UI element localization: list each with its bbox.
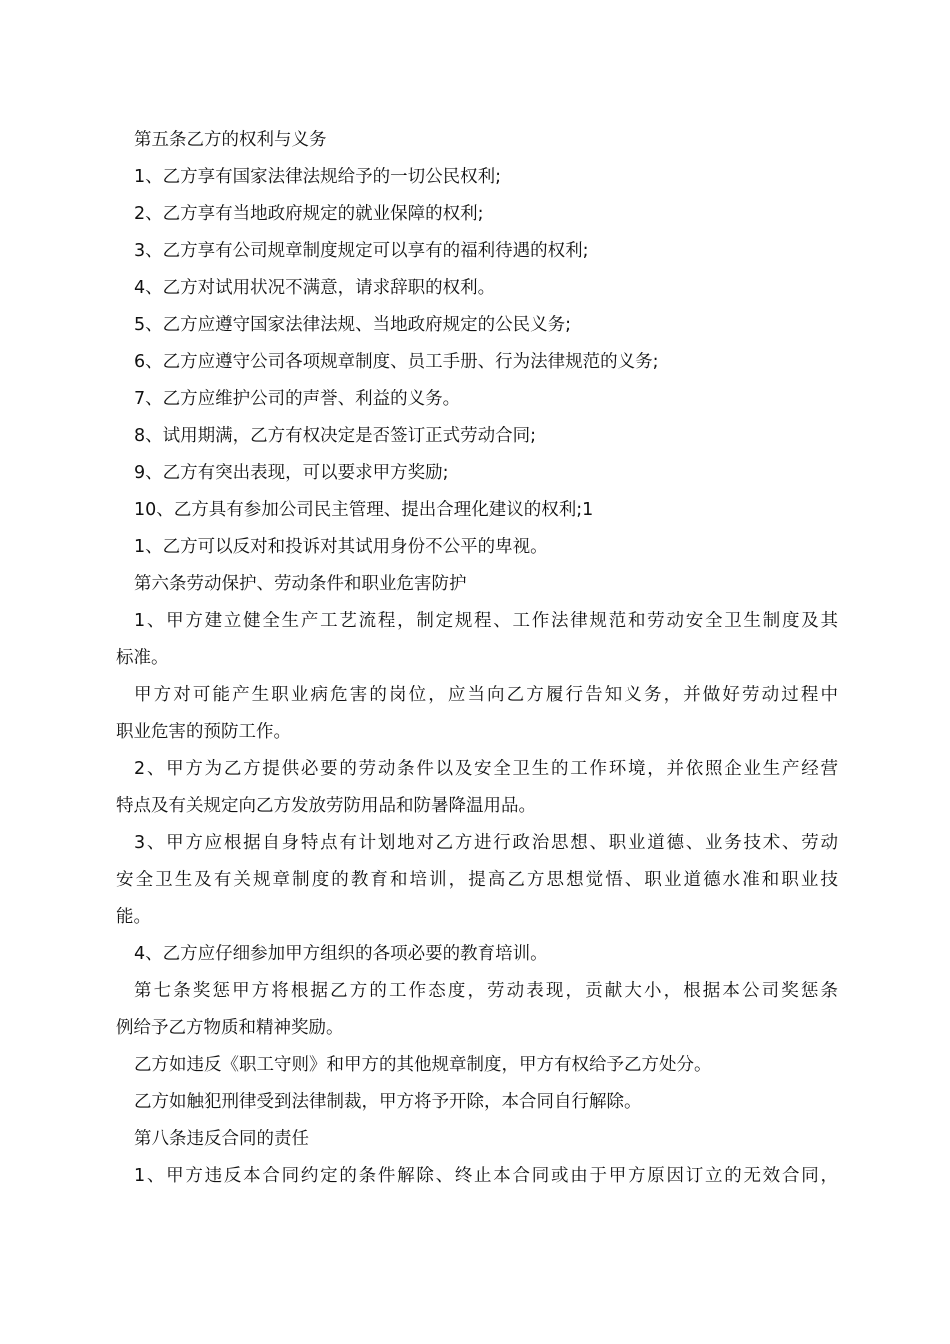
paragraph-line: 特点及有关规定向乙方发放劳防用品和防暑降温用品。 [116, 796, 536, 816]
section-heading-7: 第七条奖惩甲方将根据乙方的工作态度，劳动表现，贡献大小，根据本公司奖惩条 [134, 981, 838, 1001]
paragraph-line: 例给予乙方物质和精神奖励。 [116, 1018, 344, 1038]
paragraph-line: 1、甲方建立健全生产工艺流程，制定规程、工作法律规范和劳动安全卫生制度及其 [134, 611, 838, 631]
document-body [116, 122, 838, 1195]
list-item: 2、乙方享有当地政府规定的就业保障的权利; [134, 204, 484, 224]
list-item: 7、乙方应维护公司的声誉、利益的义务。 [134, 389, 461, 409]
list-item: 1、乙方可以反对和投诉对其试用身份不公平的卑视。 [134, 537, 548, 557]
section-heading-5: 第五条乙方的权利与义务 [134, 130, 327, 150]
paragraph-line: 1、甲方违反本合同约定的条件解除、终止本合同或由于甲方原因订立的无效合同， [134, 1166, 838, 1186]
paragraph-line: 安全卫生及有关规章制度的教育和培训，提高乙方思想觉悟、职业道德水准和职业技 [116, 870, 838, 890]
list-item: 8、试用期满，乙方有权决定是否签订正式劳动合同; [134, 426, 537, 446]
list-item: 1、乙方享有国家法律法规给予的一切公民权利; [134, 167, 502, 187]
section-heading-8: 第八条违反合同的责任 [134, 1129, 309, 1149]
paragraph-line: 4、乙方应仔细参加甲方组织的各项必要的教育培训。 [134, 944, 548, 964]
list-item: 5、乙方应遵守国家法律法规、当地政府规定的公民义务; [134, 315, 572, 335]
section-heading-6: 第六条劳动保护、劳动条件和职业危害防护 [134, 574, 467, 594]
list-item: 6、乙方应遵守公司各项规章制度、员工手册、行为法律规范的义务; [134, 352, 659, 372]
paragraph-line: 2、甲方为乙方提供必要的劳动条件以及安全卫生的工作环境，并依照企业生产经营 [134, 759, 838, 779]
paragraph-line: 能。 [116, 907, 151, 927]
list-item: 10、乙方具有参加公司民主管理、提出合理化建议的权利;1 [134, 500, 594, 520]
paragraph-line: 职业危害的预防工作。 [116, 722, 291, 742]
paragraph-line: 乙方如违反《职工守则》和甲方的其他规章制度，甲方有权给予乙方处分。 [134, 1055, 712, 1075]
paragraph-line: 标准。 [116, 648, 169, 668]
paragraph-line: 甲方对可能产生职业病危害的岗位，应当向乙方履行告知义务，并做好劳动过程中 [134, 685, 838, 705]
list-item: 4、乙方对试用状况不满意，请求辞职的权利。 [134, 278, 496, 298]
paragraph-line: 3、甲方应根据自身特点有计划地对乙方进行政治思想、职业道德、业务技术、劳动 [134, 833, 838, 853]
list-item: 3、乙方享有公司规章制度规定可以享有的福利待遇的权利; [134, 241, 589, 261]
paragraph-line: 乙方如触犯刑律受到法律制裁，甲方将予开除，本合同自行解除。 [134, 1092, 642, 1112]
list-item: 9、乙方有突出表现，可以要求甲方奖励; [134, 463, 449, 483]
